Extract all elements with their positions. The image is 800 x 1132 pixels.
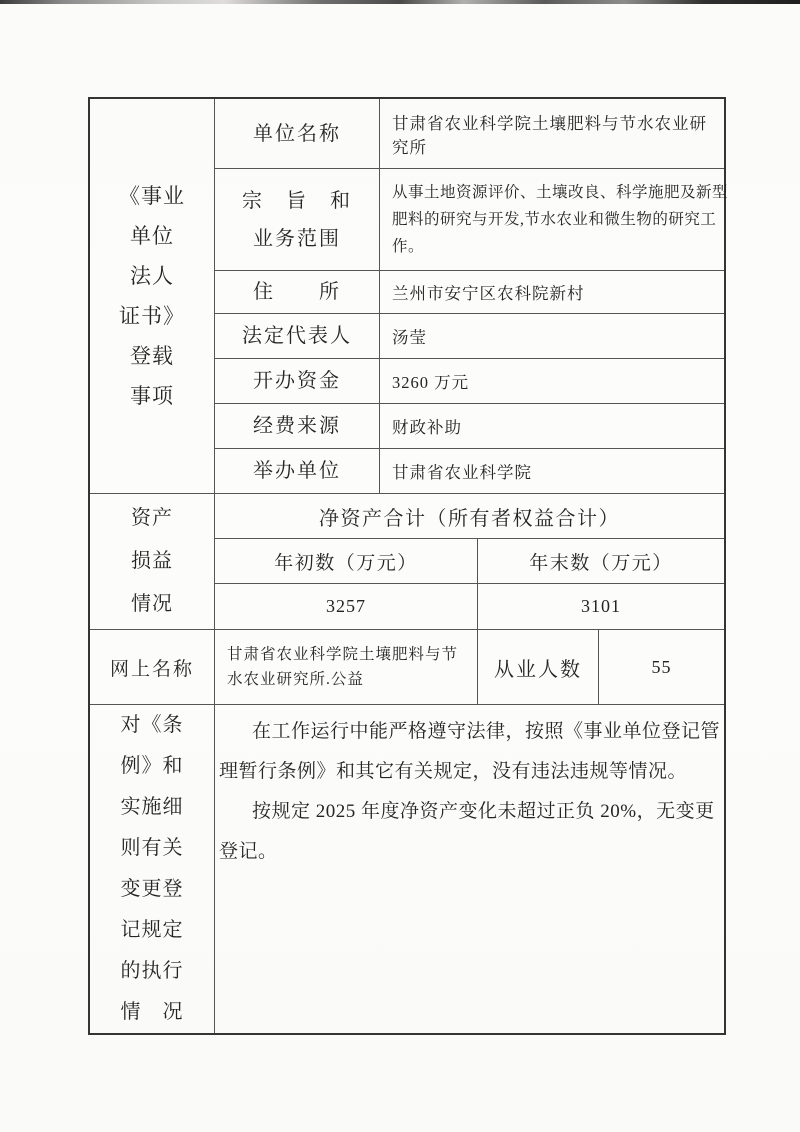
organizer-value [380, 449, 724, 493]
compliance-text-line: 登记。 [219, 841, 278, 862]
online-name-header [90, 630, 215, 704]
purpose-label-line: 业务范围 [253, 227, 341, 250]
compliance-section [90, 704, 724, 1033]
unit-name-value [380, 99, 724, 168]
purpose-scope-label [215, 169, 380, 270]
unit-name-text: 甘肃省农业科学院土壤肥料与节水农业研究所 [392, 113, 707, 157]
legal-representative-text: 汤莹 [392, 328, 427, 347]
cert-items-header [90, 99, 215, 493]
staff-count-value: 55 [651, 656, 672, 677]
year-end-header: 年末数（万元） [529, 552, 673, 574]
assets-header-line: 资产 [131, 507, 173, 529]
compliance-header [90, 705, 215, 1033]
assets-section [90, 493, 724, 629]
legal-representative-row [215, 314, 724, 359]
organizer-text: 甘肃省农业科学院 [392, 463, 532, 482]
compliance-header-line: 记规定 [120, 919, 184, 941]
purpose-value-line: 作。 [392, 238, 425, 255]
online-name-line: 水农业研究所.公益 [227, 671, 364, 688]
compliance-header-line: 对《条 [120, 714, 184, 736]
assets-header-line: 损益 [131, 550, 173, 572]
compliance-text-line: 在工作运行中能严格遵守法律，按照《事业单位登记管 [252, 721, 721, 742]
purpose-scope-row [215, 169, 729, 271]
assets-header [90, 494, 215, 629]
cert-header-line: 登载 [130, 344, 174, 368]
purpose-value-line: 肥料的研究与开发,节水农业和微生物的研究工 [392, 211, 717, 228]
funding-source-label: 经费来源 [215, 404, 380, 448]
year-end-value: 3101 [581, 596, 621, 616]
scan-artifact-line [0, 0, 800, 4]
assets-values-row [215, 584, 724, 629]
assets-column-headers [215, 539, 724, 584]
address-text: 兰州市安宁区农科院新村 [392, 284, 585, 303]
opening-funds-text: 3260 万元 [392, 373, 470, 392]
cert-header-line: 证书》 [119, 304, 185, 328]
year-begin-header: 年初数（万元） [215, 539, 478, 583]
compliance-header-line: 例》和 [120, 755, 184, 777]
legal-representative-value [380, 314, 724, 358]
opening-funds-row [215, 359, 724, 404]
online-name-section [90, 629, 724, 704]
opening-funds-value [380, 359, 724, 403]
compliance-header-line: 的执行 [120, 960, 184, 982]
cert-header-line: 法人 [130, 264, 174, 288]
organizer-label: 举办单位 [215, 449, 380, 493]
purpose-label-line: 宗 旨 和 [242, 189, 352, 212]
purpose-scope-value [380, 169, 734, 270]
address-row [215, 271, 724, 314]
compliance-text-line: 按规定 2025 年度净资产变化未超过正负 20%，无变更 [252, 801, 715, 822]
cert-header-line: 《事业 [119, 184, 185, 208]
address-label: 住 所 [215, 271, 380, 313]
assets-body [215, 494, 724, 629]
funding-source-value [380, 404, 724, 448]
compliance-text-line: 理暂行条例》和其它有关规定，没有违法违规等情况。 [219, 761, 688, 782]
net-assets-total-header: 净资产合计（所有者权益合计） [215, 494, 724, 539]
cert-header-line: 单位 [130, 224, 174, 248]
cert-items-section [90, 99, 729, 493]
purpose-value-line: 从事土地资源评价、土壤改良、科学施肥及新型 [392, 184, 729, 201]
assets-header-line: 情况 [131, 593, 173, 615]
cert-rows [215, 99, 729, 493]
opening-funds-label: 开办资金 [215, 359, 380, 403]
compliance-header-line: 情 况 [120, 1001, 184, 1023]
legal-representative-label: 法定代表人 [215, 314, 380, 358]
compliance-header-line: 实施细 [120, 796, 184, 818]
funding-source-text: 财政补助 [392, 418, 462, 437]
compliance-header-line: 变更登 [120, 878, 184, 900]
unit-name-label: 单位名称 [215, 99, 380, 168]
year-begin-value: 3257 [215, 584, 478, 629]
online-name-line: 甘肃省农业科学院土壤肥料与节 [227, 646, 459, 663]
funding-source-row [215, 404, 724, 449]
staff-count-label: 从业人数 [478, 630, 599, 704]
cert-header-line: 事项 [130, 384, 174, 408]
compliance-header-line: 则有关 [120, 837, 184, 859]
online-name-value [215, 630, 478, 704]
online-name-label: 网上名称 [109, 658, 194, 680]
unit-name-row [215, 99, 724, 169]
address-value [380, 271, 724, 313]
registration-info-table [88, 97, 729, 1035]
organizer-row [215, 449, 724, 493]
compliance-text [215, 705, 728, 1033]
